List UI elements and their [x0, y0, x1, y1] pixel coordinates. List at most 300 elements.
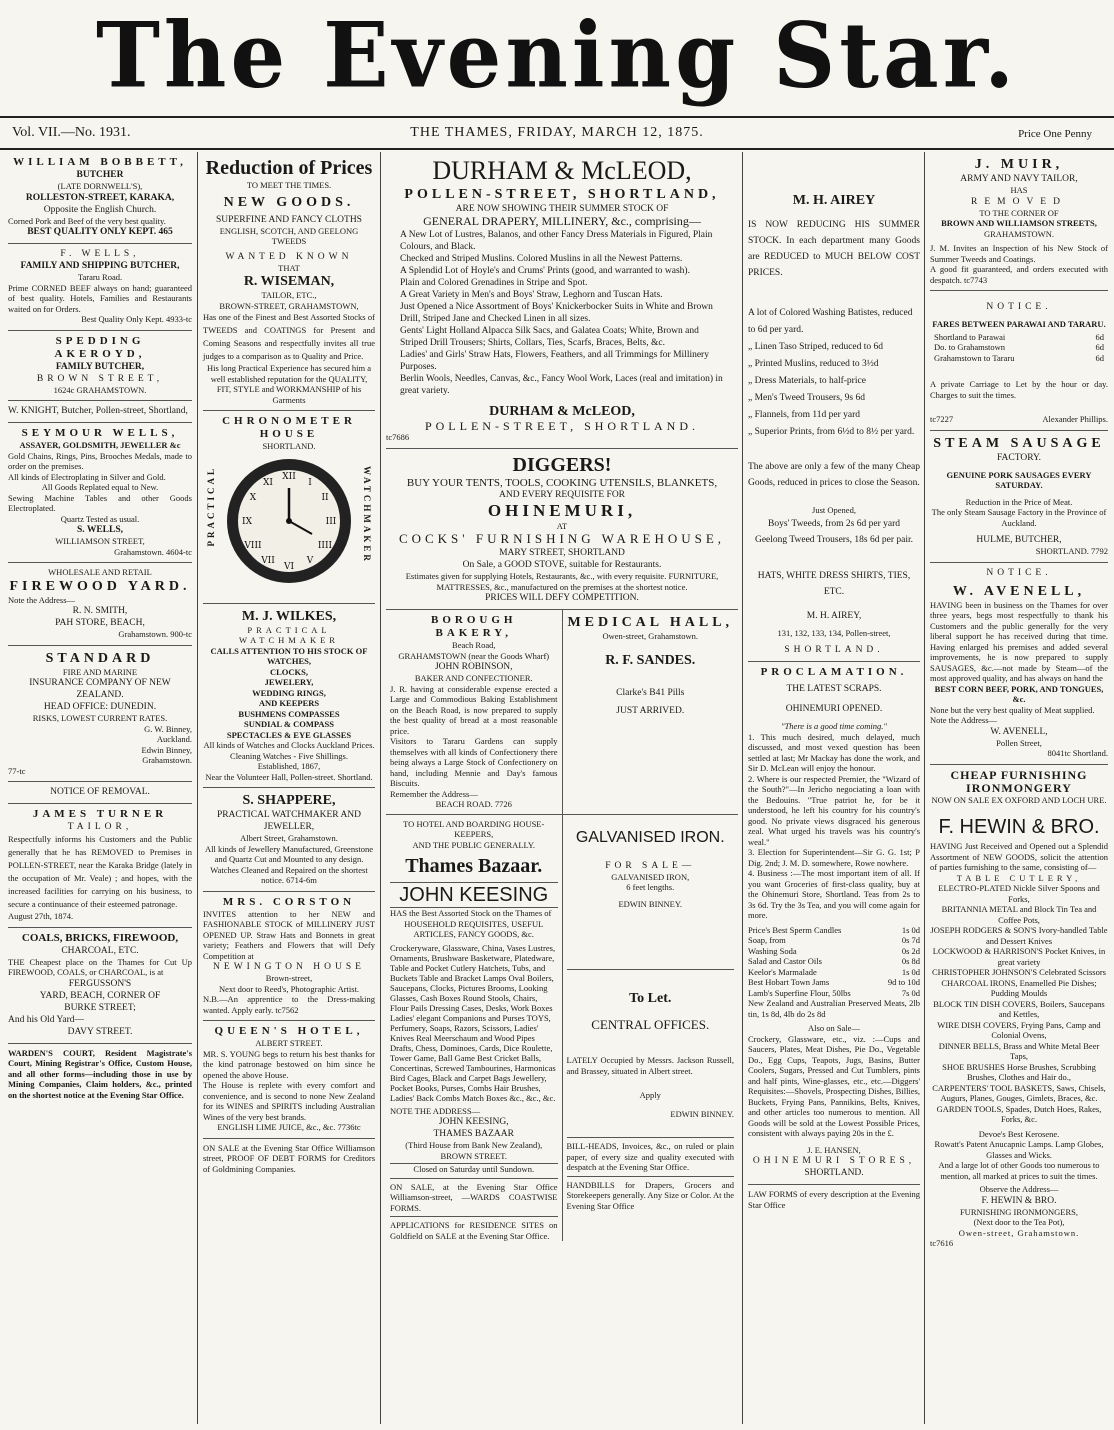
ad-text: ON SALE, at the Evening Star Office Williamson-street, —WARDS COASTWISE FORMS. — [390, 1181, 558, 1213]
ad-wardens-court — [8, 1044, 192, 1106]
ad-heading: OHINEMURI, — [487, 500, 637, 520]
ad-text: F. HEWIN & BRO. — [981, 1195, 1057, 1206]
column-5 — [926, 152, 1112, 1424]
ad-text: BLOCK TIN DISH COVERS, Boilers, Saucepans and Kettles, — [933, 998, 1105, 1019]
item-price: 0s 8d — [901, 956, 920, 966]
ad-text: August 27th, 1874. — [8, 911, 74, 921]
ad-text: OHINEMURI STORES, — [752, 1156, 916, 1166]
ad-queens-hotel — [203, 1021, 375, 1139]
ad-text: FARES BETWEEN PARAWAI AND TARARU. — [932, 319, 1106, 329]
ad-text: W. AVENELL, — [990, 726, 1048, 737]
ad-text: FAMILY AND SHIPPING BUTCHER, — [20, 261, 180, 271]
ad-heading: SPEDDING AKEROYD, — [54, 334, 146, 360]
list-item: „ Men's Tweed Trousers, 9s 6d — [748, 393, 865, 403]
ad-text: Reduction in the Price of Meat. — [965, 496, 1073, 507]
ad-text: AND THE PUBLIC GENERALLY. — [412, 839, 536, 850]
ad-borough-bakery — [386, 610, 562, 814]
ad-text: (Third House from Bank New Zealand), — [405, 1140, 543, 1150]
price-row — [748, 956, 920, 967]
dateline-bar — [0, 116, 1114, 150]
ad-text: SHORTLAND. — [804, 1168, 864, 1178]
ad-text: ARE NOW SHOWING THEIR SUMMER STOCK OF — [455, 204, 669, 214]
ad-text: HEAD OFFICE: DUNEDIN. — [43, 702, 157, 712]
ad-text: HOUSEHOLD REQUISITES, USEFUL ARTICLES, FANCY GOODS, &c. — [404, 918, 544, 939]
ad-text: "There is a good time coming." — [781, 721, 887, 731]
ad-text: Pollen Street, — [996, 737, 1042, 748]
ad-text: HAS — [1010, 185, 1028, 195]
ad-text: AND KEEPERS — [258, 698, 320, 708]
ad-text: INSURANCE COMPANY OF NEW ZEALAND. — [29, 678, 171, 700]
ad-text: DAVY STREET. — [67, 1026, 133, 1037]
list-item: A lot of Colored Washing Batistes, reduced to 6d per yard. — [748, 308, 913, 335]
ad-text: Rowatt's Patent Anucapnic Lamps. Lamp Globes, Glasses and Wicks. — [934, 1139, 1104, 1160]
ad-notice-removal — [8, 782, 192, 804]
ad-text: THAT — [278, 262, 300, 273]
list-item: „ Linen Taso Striped, reduced to 6d — [748, 342, 884, 352]
item-price: 9d to 10d — [887, 977, 920, 987]
ad-to-let — [567, 969, 735, 1119]
ad-text: GALVANISED IRON, — [611, 871, 690, 882]
ad-coastwise-forms — [390, 1178, 558, 1214]
ad-heading: CENTRAL OFFICES. — [591, 1017, 710, 1032]
ad-text: Estimates given for supplying Hotels, Restaurants, &c., with every requisite. FURNITURE, MATTRESSES, &c., manufactured on the premises at the shortest notice. — [405, 571, 719, 592]
item-name: Soap, from — [748, 935, 786, 945]
ad-corston — [203, 892, 375, 1022]
svg-text:XII: XII — [282, 471, 296, 482]
ad-text: BROWN AND WILLIAMSON STREETS, — [941, 218, 1097, 228]
ad-text: CARPENTERS' TOOL BASKETS, Saws, Chisels, Augurs, Planes, Gouges, Gimlets, Braces, &c. — [932, 1082, 1106, 1103]
ad-text: BUY YOUR TENTS, TOOLS, COOKING UTENSILS, BLANKETS, — [406, 476, 718, 489]
ad-text: And a large lot of other Goods too numerous to mention, all marked at prices to suit the times. — [938, 1160, 1100, 1181]
ad-text: The above are only a few of the many Cheap Goods, reduced in prices to close the Season. — [748, 462, 920, 488]
ad-wiseman — [203, 152, 375, 411]
ad-text: Best Quality Only Kept. 4933-tc — [81, 314, 192, 324]
ad-law-forms — [748, 1185, 920, 1215]
ad-text: SHORTLAND. — [784, 645, 884, 655]
ad-text: ARMY AND NAVY TAILOR, — [960, 174, 1078, 184]
chronometer-illustration — [203, 456, 375, 598]
ad-heading: COCKS' FURNISHING WAREHOUSE, — [398, 531, 726, 546]
fare-row — [934, 342, 1104, 353]
ad-text: BUTCHER — [76, 170, 124, 180]
ad-text: WANTED KNOWN — [225, 251, 353, 262]
ad-akeroyd — [8, 331, 192, 402]
list-item: „ Printed Muslins, reduced to 3½d — [748, 359, 879, 369]
ad-text: BEACH ROAD. 7726 — [435, 799, 512, 809]
svg-text:VI: VI — [283, 561, 295, 572]
ad-text: GARDEN TOOLS, Spades, Dutch Hoes, Rakes, Forks, &c. — [936, 1103, 1102, 1124]
ad-heading: CHEAP FURNISHING IRONMONGERY — [950, 767, 1088, 795]
ad-text: BAKER AND CONFECTIONER. — [414, 673, 533, 683]
ad-text: Quartz Tested as usual. — [60, 513, 140, 524]
ad-text: POLLEN-STREET, SHORTLAND, — [404, 187, 720, 202]
ad-text: REMOVED — [971, 196, 1067, 207]
ad-text: WILLIAMSON STREET, — [55, 536, 145, 546]
ad-text: TO MEET THE TIMES. — [246, 180, 332, 190]
ad-heading: COALS, BRICKS, FIREWOOD, — [21, 931, 179, 944]
ad-text: HATS, WHITE DRESS SHIRTS, TIES, ETC. — [757, 570, 911, 597]
fare-price: 6d — [1095, 352, 1104, 363]
ad-text: M. H. AIREY, — [806, 610, 862, 621]
ad-text: Crockeryware, Glassware, China, Vases Lustres, Ornaments, Brushware Basketware, Platedware, Table and Pocket Cutlery Hatchets, Tubs, and Buckets Table and Bracket Lamps Oval Boilers, Saucepans, Clocks, Pictures Brooms, Looking Glasses, Cash Boxes Round Stools, Chairs, Flour Pails Dressing Cases, Desks, Work Boxes Ladies' elegant Companions and Purses TOYS, Perfumery, Soaps, Razors, Scissors, Ladies' Knives Real Meerschaum and Wood Pipes Drafts, Chess, Dominoes, Cards, Dice Roulette, Tower Game, Ball Game Best Cricket Balls, Concertinas, Screwed Tambourines, Harmonicas Bird Cages, Black and Carpet Bags Jewellery, Pocket Books, Purses, Combs Hair Brushes, Ladies' Back Combs Match Boxes &c., &c., &c. — [390, 942, 556, 1103]
ad-steam-sausage — [930, 431, 1108, 563]
ad-text: Observe the Address— — [979, 1184, 1059, 1194]
item-price: 7s 0d — [901, 987, 920, 998]
list-item: A New Lot of Lustres, Balanos, and other Fancy Dress Materials in Figured, Plain Colours, and Black. — [400, 230, 713, 252]
ad-text: YARD, BEACH, CORNER OF — [39, 990, 161, 1001]
ad-text: Beach Road, — [452, 640, 496, 650]
ad-heading: MEDICAL HALL, — [567, 615, 734, 630]
ad-heading: BOROUGH BAKERY, — [431, 614, 517, 639]
ad-text: TABLE CUTLERY, — [956, 872, 1082, 883]
ad-bill-heads — [567, 1137, 735, 1173]
clock-icon — [224, 456, 354, 586]
ad-handbills — [567, 1176, 735, 1212]
svg-text:III: III — [325, 516, 337, 527]
ad-heading: CHRONOMETER HOUSE — [222, 415, 356, 440]
price-row — [748, 988, 920, 999]
ad-text: WHOLESALE AND RETAIL — [48, 567, 152, 577]
masthead — [0, 0, 1114, 112]
svg-text:VIII: VIII — [244, 540, 262, 551]
ad-text: ENGLISH LIME JUICE, &c., &c. 7736tc — [217, 1122, 361, 1132]
ad-medical-hall — [562, 610, 739, 814]
ad-text: GRAHAMSTOWN. — [984, 228, 1054, 239]
ad-heading: STANDARD — [45, 650, 155, 666]
ad-text: WATCHMAKER — [362, 465, 372, 564]
fares-footer — [930, 414, 1108, 425]
ad-text: MARY STREET, SHORTLAND — [499, 548, 625, 558]
ad-heading: R. F. SANDES. — [605, 652, 696, 668]
ad-text: tc7686 — [386, 432, 410, 442]
svg-text:V: V — [306, 555, 314, 566]
list-item: Gents' Light Holland Alpacca Silk Sacs, and Galatea Coats; White, Brown and Striped Drill Trousers; Shirts, Collars, Ties, Scarfs, Braces, Belts, &c. — [400, 326, 699, 348]
ad-text: Visitors to Tararu Gardens can supply themselves with all kinds of Confectionery there being always a Large Stock of Confectionery on hand, including Mennie and Day's famous Biscuits. — [390, 736, 558, 788]
ad-text: Sewing Machine Tables and other Goods Electroplated. — [8, 492, 192, 513]
list-item: Checked and Striped Muslins. Colored Muslins in all the Newest Patterns. — [400, 254, 683, 264]
svg-text:XI: XI — [263, 477, 273, 488]
ad-text: JOHN KEESING, — [438, 1117, 509, 1127]
item-price: 1s 0d — [901, 924, 920, 935]
ad-text: Respectfully informs his Customers and the Public generally that he has REMOVED to Premises in POLLEN-STREET, near the Karaka Bridge (lately in the occupation of Mr. Veale) ; and hopes, with the increased facilities for carrying on his business, to secure a continuance of their esteemed patronage. — [8, 834, 192, 909]
ad-text: CLOCKS, — [269, 666, 309, 677]
ad-text: PRACTICAL WATCHMAKER AND JEWELLER, — [216, 810, 362, 832]
ad-text: CHARCOAL IRONS, Enamelled Pie Dishes; Pudding Moulds — [941, 977, 1097, 998]
ad-text: WIRE DISH COVERS, Frying Pans, Camp and Colonial Ovens, — [937, 1019, 1101, 1040]
ad-text: JOHN ROBINSON, — [434, 662, 513, 672]
ad-text: Brown-street, — [265, 973, 313, 983]
ad-text: R. N. SMITH, — [72, 606, 128, 616]
list-item: Berlin Wools, Needles, Canvas, &c., Fancy Wool Work, Laces (real and imitation) in great variety. — [400, 374, 723, 396]
ad-chronometer-house — [203, 411, 375, 604]
ad-standard-insurance — [8, 646, 192, 783]
ad-text: The House is replete with every comfort and convenience, and is second to none New Zealand for its WINES and SPIRITS including Australian Wines of the very best brands. — [203, 1080, 375, 1122]
ad-text: On Sale, a GOOD STOVE, suitable for Restaurants. — [462, 560, 662, 570]
ad-text: Auckland. — [156, 734, 192, 744]
ad-text: Established, 1867, — [257, 761, 321, 771]
ad-text: WARDEN'S COURT, Resident Magistrate's Court, Mining Registrar's Office, Custom House, and all other forms—including those in use by Mining Companies, Claim holders, &c., printed on the shortest notice at the Evening Star Office. — [8, 1047, 192, 1100]
ad-text: HAS the Best Assorted Stock on the Thames of — [390, 908, 552, 918]
ad-text: PAH STORE, BEACH, — [55, 618, 145, 628]
ad-text: EDWIN BINNEY. — [670, 1108, 734, 1119]
ad-text: The only Steam Sausage Factory in the Province of Auckland. — [931, 507, 1107, 528]
ad-text: BEST CORN BEEF, PORK, AND TONGUES, &c. — [934, 683, 1104, 704]
ad-heading: NOTICE. — [986, 567, 1052, 578]
ad-text: 1. This much desired, much delayed, much discussed, and most vexed question has been settled at last; Mr Mackay has done the work, and Sir D. McLean will enjoy the honour. — [748, 731, 920, 773]
ad-text: Gold Chains, Rings, Pins, Brooches Medals, made to order on the premises. — [8, 450, 192, 471]
ad-text: Apply — [639, 1090, 661, 1100]
ad-text: J. E. HANSEN, — [807, 1144, 861, 1155]
svg-text:IIII: IIII — [317, 540, 333, 551]
ad-muir — [930, 152, 1108, 291]
ad-text: BRITANNIA METAL and Block Tin Tea and Coffee Pots, — [941, 904, 1097, 925]
ad-text: J. M. Invites an Inspection of his New Stock of Summer Tweeds and Coatings. — [930, 243, 1108, 264]
ad-text: J. R. having at considerable expense erected a Large and Commodious Baking Establishment on the Beach Road, is now prepared to supply the best quality of bread at a most reasonable price. — [390, 683, 558, 736]
ad-text: BROWN STREET, — [36, 373, 164, 384]
ad-text: SHOE BRUSHES Horse Brushes, Scrubbing Brushes, Clothes and Hair do., — [942, 1061, 1096, 1082]
svg-text:IX: IX — [242, 516, 252, 527]
item-name: Price's Best Sperm Candles — [748, 924, 842, 935]
ad-text: 2. Where is our respected Premier, the "Wizard of the South?"—In Jericho negociating a loan with the Bedouins. "True patriot he, for be it understood, he left his country for his country's good. No private views disgraced his generous zeal. What urged his travels was his country's weal." — [748, 773, 920, 847]
ad-text: Owen-street, Grahamstown. — [958, 1227, 1080, 1238]
ad-heading: NOTICE. — [986, 302, 1052, 312]
item-price: 0s 7d — [901, 935, 920, 945]
ad-text: Has one of the Finest and Best Assorted Stocks of TWEEDS and COATINGS for Present and Coming Seasons and respectfully invites all true judges to a comparison as to Quality and Price. — [203, 312, 375, 361]
ad-heading: FIREWOOD YARD. — [9, 578, 191, 594]
fare-row — [934, 353, 1104, 364]
ad-text: (Next door to the Tea Pot), — [973, 1217, 1065, 1227]
item-price: 0s 2d — [901, 945, 920, 956]
ad-heading: S. SHAPPERE, — [242, 793, 336, 808]
ad-text: INVITES attention to her NEW and FASHIONABLE STOCK of MILLINERY JUST OPENED UP. Straw Hats and Bonnets in great variety; Feathers and Flowers that will Defy Competition at — [203, 908, 375, 961]
ad-text: Remember the Address— — [390, 788, 478, 799]
ad-heading: R. WISEMAN, — [243, 274, 335, 289]
ad-text: 4. Business :—The most important item of all. If you want Groceries of first-class quality, buy at the Ohinemuri Store, Shortland. Teas from 2s to 3s 6d. Try the 3s Tea, and you will come again for more. — [748, 868, 920, 920]
ad-text: BILL-HEADS, Invoices, &c., on ruled or plain paper, of every size and quality executed with despatch at the Evening Star Office. — [566, 1141, 734, 1172]
ad-text: W. KNIGHT, Butcher, Pollen-street, Shortland, — [8, 406, 188, 416]
list-item: „ Dress Materials, to half-price — [748, 376, 866, 386]
ad-text: 6 feet lengths. — [626, 882, 675, 892]
price-row — [748, 977, 920, 988]
ad-text: All kinds of Jewellery Manufactured, Greenstone and Quartz Cut and Mounted to any design. — [204, 843, 374, 864]
ad-text: Crockery, Glassware, etc., viz. :—Cups and Saucers, Plates, Meat Dishes, Pie Do., Vegetable Do., Egg Cups, Teapots, Jugs, Basins, Butter Coolers, Sugars, Pressed and Cut Tumblers, pints and half pints, Wine-glasses, etc., etc.—Diggers' Requisites:—Shovels, Prospecting Dishes, Billies, Buckets, Frying Pans, Pannikins, Belts, Knives, and other articles too numerous to mention. All Goods will be sold at the Lowest Possible Prices, consistent with always paying 20s in the £. — [748, 1033, 920, 1138]
ad-text: ASSAYER, GOLDSMITH, JEWELLER &c — [19, 440, 181, 450]
ad-text: PRACTICAL WATCHMAKER — [239, 624, 339, 645]
ad-text: Corned Pork and Beef of the very best quality. — [8, 215, 166, 226]
ad-text: FIRE AND MARINE — [62, 666, 138, 677]
ad-text: tc7616 — [930, 1238, 954, 1248]
ad-text: A good fit guaranteed, and orders executed with despatch. tc7743 — [930, 264, 1108, 285]
ad-firewood-yard — [8, 563, 192, 646]
list-item: Just Opened a Nice Assortment of Boys' Knickerbocker Suits in White and Brown Drill, Striped Jane and Checked Linen in all sizes. — [400, 302, 713, 324]
ad-text: MR. S. YOUNG begs to return his best thanks for the kind patronage bestowed on him since he opened the above House. — [203, 1048, 375, 1080]
ad-heading: M. J. WILKES, — [241, 608, 337, 624]
ad-text: 8041tc Shortland. — [1047, 748, 1108, 758]
ad-bobbett — [8, 152, 192, 244]
ad-airey — [748, 152, 920, 662]
ad-thames-bazaar — [386, 815, 562, 1242]
ad-text: SHORTLAND. 7792 — [1035, 546, 1108, 556]
ad-text: Geelong Tweed Trousers, 18s 6d per pair. — [754, 534, 913, 545]
ad-text: FERGUSSON'S — [68, 978, 132, 989]
ad-text: DINNER BELLS, Brass and White Metal Beer Taps, — [938, 1040, 1100, 1061]
issue-date: THE THAMES, FRIDAY, MARCH 12, 1875. — [410, 125, 704, 140]
ad-text: Watches Cleaned and Repaired on the shortest notice. 6714-6m — [210, 864, 368, 885]
column-rule — [197, 152, 198, 1424]
ad-text: Edwin Binney, — [141, 744, 192, 755]
svg-text:VII: VII — [261, 555, 275, 566]
ad-heading: NOTICE OF REMOVAL. — [50, 787, 150, 797]
ad-text: TO HOTEL AND BOARDING HOUSE-KEEPERS, — [403, 818, 545, 839]
ad-text: Cleaning Watches - Five Shillings. — [230, 750, 348, 761]
ad-text: PRICES WILL DEFY COMPETITION. — [485, 593, 639, 603]
ad-heading: M. H. AIREY — [792, 193, 876, 208]
ad-text: EDWIN BINNEY. — [618, 898, 683, 909]
ad-proof-of-debt — [203, 1139, 375, 1180]
ads-row-1 — [386, 610, 738, 815]
svg-text:II: II — [321, 492, 329, 503]
durham-item-list — [386, 227, 738, 399]
ad-heading: To Let. — [629, 991, 672, 1006]
ad-text: BEST QUALITY ONLY KEPT. 465 — [27, 227, 173, 237]
ad-heading: PROCLAMATION. — [760, 666, 908, 678]
ad-text: 77-tc — [8, 765, 26, 776]
ad-text: All kinds of Electroplating in Silver and Gold. — [8, 471, 166, 482]
ad-heading: F. WELLS, — [60, 249, 140, 259]
ad-text: FACTORY. — [996, 452, 1042, 463]
ad-text: Albert Street, Grahamstown. — [240, 833, 338, 843]
ad-text: THAMES BAZAAR — [433, 1129, 514, 1139]
ad-heading: JOHN KEESING — [390, 882, 558, 908]
ad-text: LAW FORMS of every description at the Evening Star Office — [748, 1189, 920, 1210]
column-4 — [744, 152, 924, 1424]
column-1 — [4, 152, 196, 1424]
ad-heading: JAMES TURNER — [32, 808, 168, 820]
ad-text: Prime CORNED BEEF always on hand; guaranteed of best quality. Hotels, Families and Restaurants waited on for Orders. — [8, 282, 192, 314]
ad-avenell — [930, 563, 1108, 765]
ad-heading: GALVANISED IRON. — [575, 828, 725, 846]
ad-text: FOR SALE— — [605, 860, 696, 871]
ad-text: Alexander Phillips. — [1042, 414, 1108, 424]
ad-text: Next door to Reed's, Photographic Artist. — [218, 983, 360, 994]
item-name: Lamb's Superfine Flour, 50lbs — [748, 987, 851, 998]
item-name: Salad and Castor Oils — [748, 956, 822, 966]
ad-text: Also on Sale— — [808, 1023, 860, 1033]
price-row — [748, 925, 920, 936]
column-rule — [742, 152, 743, 1424]
ad-text: And his Old Yard— — [8, 1014, 85, 1025]
column-3 — [382, 152, 742, 1424]
ad-text: JUST ARRIVED. — [616, 705, 685, 716]
ad-text: CHARCOAL, ETC. — [61, 945, 139, 956]
item-name: Keelor's Marmalade — [748, 966, 817, 977]
ad-text: Grahamstown. 4604-tc — [114, 546, 192, 557]
price-row — [748, 967, 920, 978]
ad-heading: MRS. CORSTON — [222, 895, 356, 908]
ad-text: APPLICATIONS for RESIDENCE SITES on Goldfield on SALE at the Evening Star Office. — [390, 1220, 558, 1241]
item-name: Best Hobart Town Jams — [748, 977, 830, 987]
ad-text: LATELY Occupied by Messrs. Jackson Russell, and Brassey, situated in Albert street. — [566, 1055, 734, 1076]
ad-text: SPECTACLES & EYE GLASSES — [226, 729, 352, 740]
ad-text: THE LATEST SCRAPS. — [786, 684, 882, 694]
fare-price: 6d — [1095, 342, 1104, 352]
ad-text: BROWN STREET. — [440, 1150, 507, 1161]
ad-heading: Reduction of Prices — [205, 157, 373, 179]
ad-text: AT — [556, 520, 568, 531]
ad-text: BUSHMENS COMPASSES — [238, 708, 340, 719]
ad-text: HAVING Just Received and Opened out a Splendid Assortment of NEW GOODS, solicit the attention of parties furnishing to the same, consisting of— — [930, 841, 1108, 872]
ad-text: His long Practical Experience has secured him a well established reputation for the QUALITY, FIT, STYLE and WORKMANSHIP of his Garments — [206, 363, 372, 405]
ad-shappere — [203, 788, 375, 892]
ad-text: Boys' Tweeds, from 2s 6d per yard — [767, 518, 900, 529]
ad-text: TAILOR, — [67, 822, 133, 832]
ad-heading: NEW GOODS. — [223, 194, 355, 210]
ad-heading: W. AVENELL, — [952, 583, 1086, 599]
ad-heading: OHINEMURI OPENED. — [785, 704, 883, 714]
ad-james-turner — [8, 804, 192, 928]
ad-heading: WILLIAM BOBBETT, — [13, 156, 187, 168]
ad-text: LOCKWOOD & HARRISON'S Pocket Knives, in great variety — [932, 946, 1106, 967]
ad-coals — [8, 928, 192, 1044]
ads-row-2 — [386, 815, 738, 1242]
ad-text: GENERAL DRAPERY, MILLINERY, &c., comprising— — [423, 214, 701, 228]
airey-item-list — [748, 305, 920, 441]
ad-heading: STEAM SAUSAGE — [933, 435, 1105, 451]
fare-price: 6d — [1095, 331, 1104, 342]
ad-text: 1624c GRAHAMSTOWN. — [53, 384, 147, 395]
price-row — [748, 946, 920, 957]
ad-durham-mcleod — [386, 152, 738, 449]
price-list — [748, 925, 920, 999]
list-item: Ladies' and Girls' Straw Hats, Flowers, Feathers, and all Trimmings for Millinery Purposes. — [400, 350, 709, 372]
svg-text:I: I — [308, 477, 312, 488]
ad-text: CHRISTOPHER JOHNSON'S Celebrated Scissors — [932, 967, 1106, 977]
ad-text: HULME, BUTCHER, — [976, 535, 1062, 545]
ad-text: SUNDIAL & COMPASS — [243, 719, 335, 729]
ad-text: NEWINGTON HOUSE — [213, 962, 365, 972]
ad-text: G. W. Binney, — [144, 723, 192, 734]
ad-text: NOTE THE ADDRESS— — [390, 1105, 481, 1116]
ad-text: CALLS ATTENTION TO HIS STOCK OF WATCHES, — [210, 645, 368, 666]
newspaper-title: The Evening Star. — [95, 2, 1019, 109]
ad-text: FURNISHING IRONMONGERS, — [959, 1206, 1079, 1217]
ad-text: Tararu Road. — [77, 272, 123, 282]
ad-text: RISKS, LOWEST CURRENT RATES. — [32, 713, 168, 723]
ad-text: Closed on Saturday until Sundown. — [390, 1163, 558, 1175]
ad-text: Grahamstown. 900-tc — [118, 629, 192, 639]
ad-text: ALBERT STREET. — [255, 1038, 323, 1048]
ad-text: TAILOR, ETC., — [261, 290, 317, 300]
ad-heading: DIGGERS! — [512, 453, 612, 476]
ad-text: IS NOW REDUCING HIS SUMMER STOCK. In each department many Goods are REDUCED to MUCH BELOW COST PRICES. — [748, 220, 920, 278]
column-rule — [380, 152, 381, 1424]
ad-heading: Thames Bazaar. — [405, 855, 543, 877]
fare-route: Shortland to Parawai — [934, 331, 1006, 342]
ad-text: 3. Election for Superintendent—Sir G. G. 1st; P Dig. 2nd; J. M. D. somewhere, Rowe nowhere. — [748, 847, 920, 868]
item-price: 1s 0d — [901, 966, 920, 977]
column-2 — [199, 152, 379, 1424]
ad-text: Note the Address— — [8, 594, 76, 605]
ad-residence-sites — [390, 1216, 558, 1241]
ad-seymour-wells — [8, 423, 192, 563]
ad-text: 131, 132, 133, 134, Pollen-street, — [777, 627, 891, 638]
ad-hewin-bro — [930, 765, 1108, 1254]
ad-text: ELECTRO-PLATED Nickle Silver Spoons and Forks, — [938, 883, 1100, 904]
ad-wells — [8, 244, 192, 331]
ad-heading: DURHAM & McLEOD, — [489, 404, 635, 419]
ad-text: SUPERFINE AND FANCY CLOTHS — [216, 214, 362, 225]
ad-text: (LATE DORNWELL'S), — [57, 181, 143, 191]
